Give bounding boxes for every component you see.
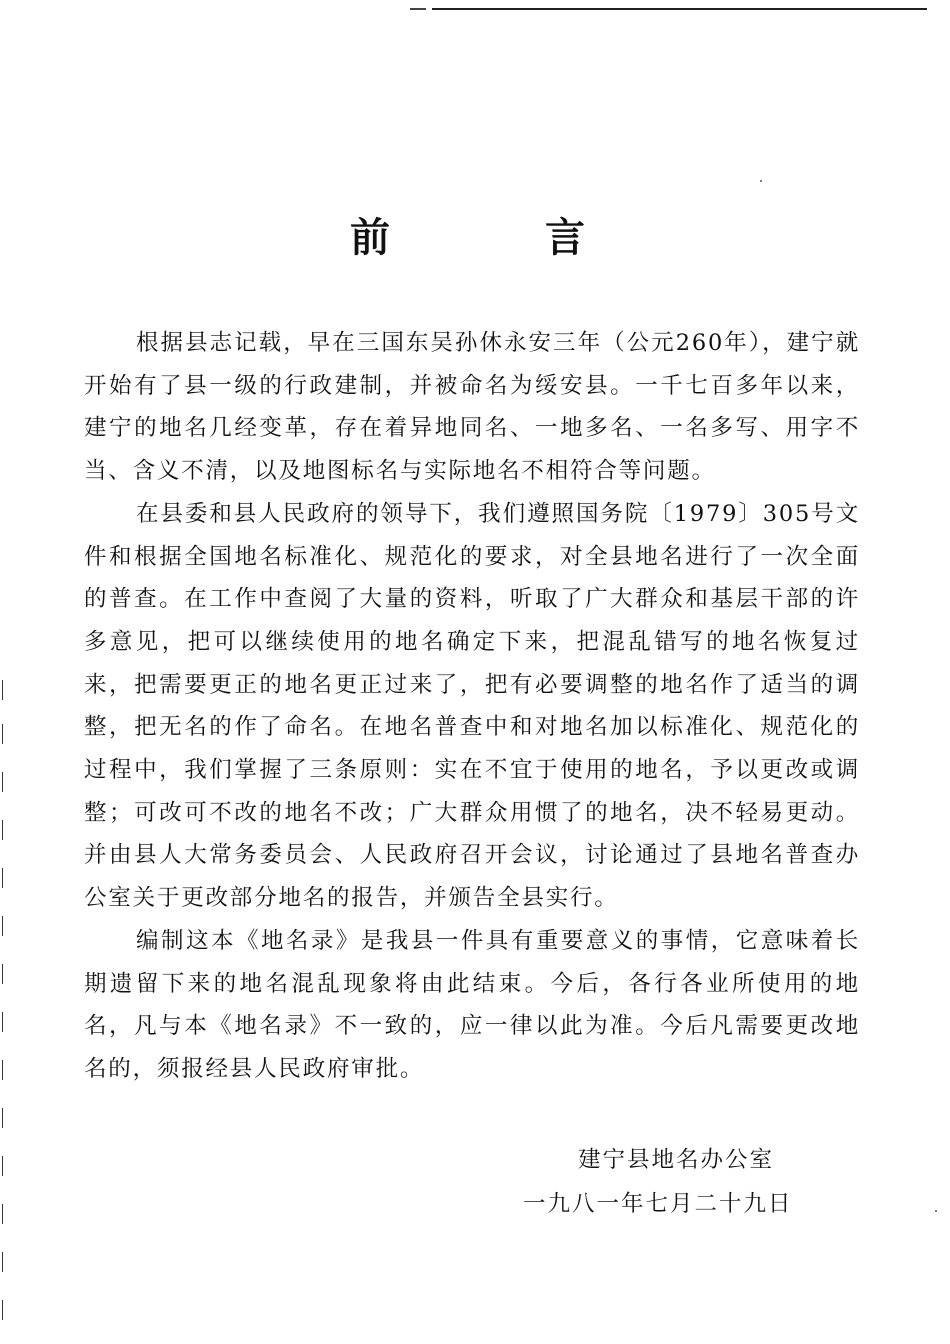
margin-tick — [2, 1108, 3, 1128]
margin-tick — [2, 820, 3, 840]
margin-tick — [2, 1300, 3, 1320]
scan-speck — [760, 180, 762, 182]
binding-margin-marks — [0, 680, 6, 1344]
margin-tick — [2, 1156, 3, 1176]
preface-body — [84, 322, 860, 1091]
margin-tick — [2, 916, 3, 936]
scan-speck — [935, 1210, 937, 1212]
margin-tick — [2, 1204, 3, 1224]
margin-tick — [2, 964, 3, 984]
title-char-1: 前 — [350, 215, 390, 261]
margin-tick — [2, 1012, 3, 1032]
margin-tick — [2, 1060, 3, 1080]
margin-tick — [2, 868, 3, 888]
signature-date: 一九八一年七月二十九日 — [523, 1191, 793, 1217]
page-title — [0, 210, 950, 266]
margin-tick — [2, 1252, 3, 1272]
margin-tick — [2, 680, 3, 700]
top-rule — [432, 8, 927, 10]
paragraph-2: 在县委和县人民政府的领导下，我们遵照国务院〔1979〕305号文件和根据全国地名标准化、规范化的要求，对全县地名进行了一次全面的普查。在工作中查阅了大量的资料，听取了广大群众和基层干部的许多意见，把可以继续使用的地名确定下来，把混乱错写的地名恢复过来，把需要更正的地名更正过来了，把有必要调整的地名作了适当的调整，把无名的作了命名。在地名普查中和对地名加以标准化、规范化的过程中，我们掌握了三条原则：实在不宜于使用的地名，予以更改或调整；可改可不改的地名不改；广大群众用惯了的地名，决不轻易更动。并由县人大常务委员会、人民政府召开会议，讨论通过了县地名普查办公室关于更改部分地名的报告，并颁告全县实行。 — [84, 500, 860, 912]
top-rule-dash — [410, 8, 426, 10]
paragraph-3: 编制这本《地名录》是我县一件具有重要意义的事情，它意味着长期遗留下来的地名混乱现象将由此结束。今后，各行各业所使用的地名，凡与本《地名录》不一致的，应一律以此为准。今后凡需要更改地名的，须报经县人民政府审批。 — [84, 927, 860, 1082]
paragraph-1: 根据县志记载，早在三国东吴孙休永安三年（公元260年），建宁就开始有了县一级的行政建制，并被命名为绥安县。一千七百多年以来，建宁的地名几经变革，存在着异地同名、一地多名、一名多写、用字不当、含义不清，以及地图标名与实际地名不相符合等问题。 — [84, 330, 860, 485]
signature-organization: 建宁县地名办公室 — [578, 1147, 775, 1173]
margin-tick — [2, 772, 3, 792]
margin-tick — [2, 724, 3, 744]
title-char-2: 言 — [545, 215, 585, 261]
